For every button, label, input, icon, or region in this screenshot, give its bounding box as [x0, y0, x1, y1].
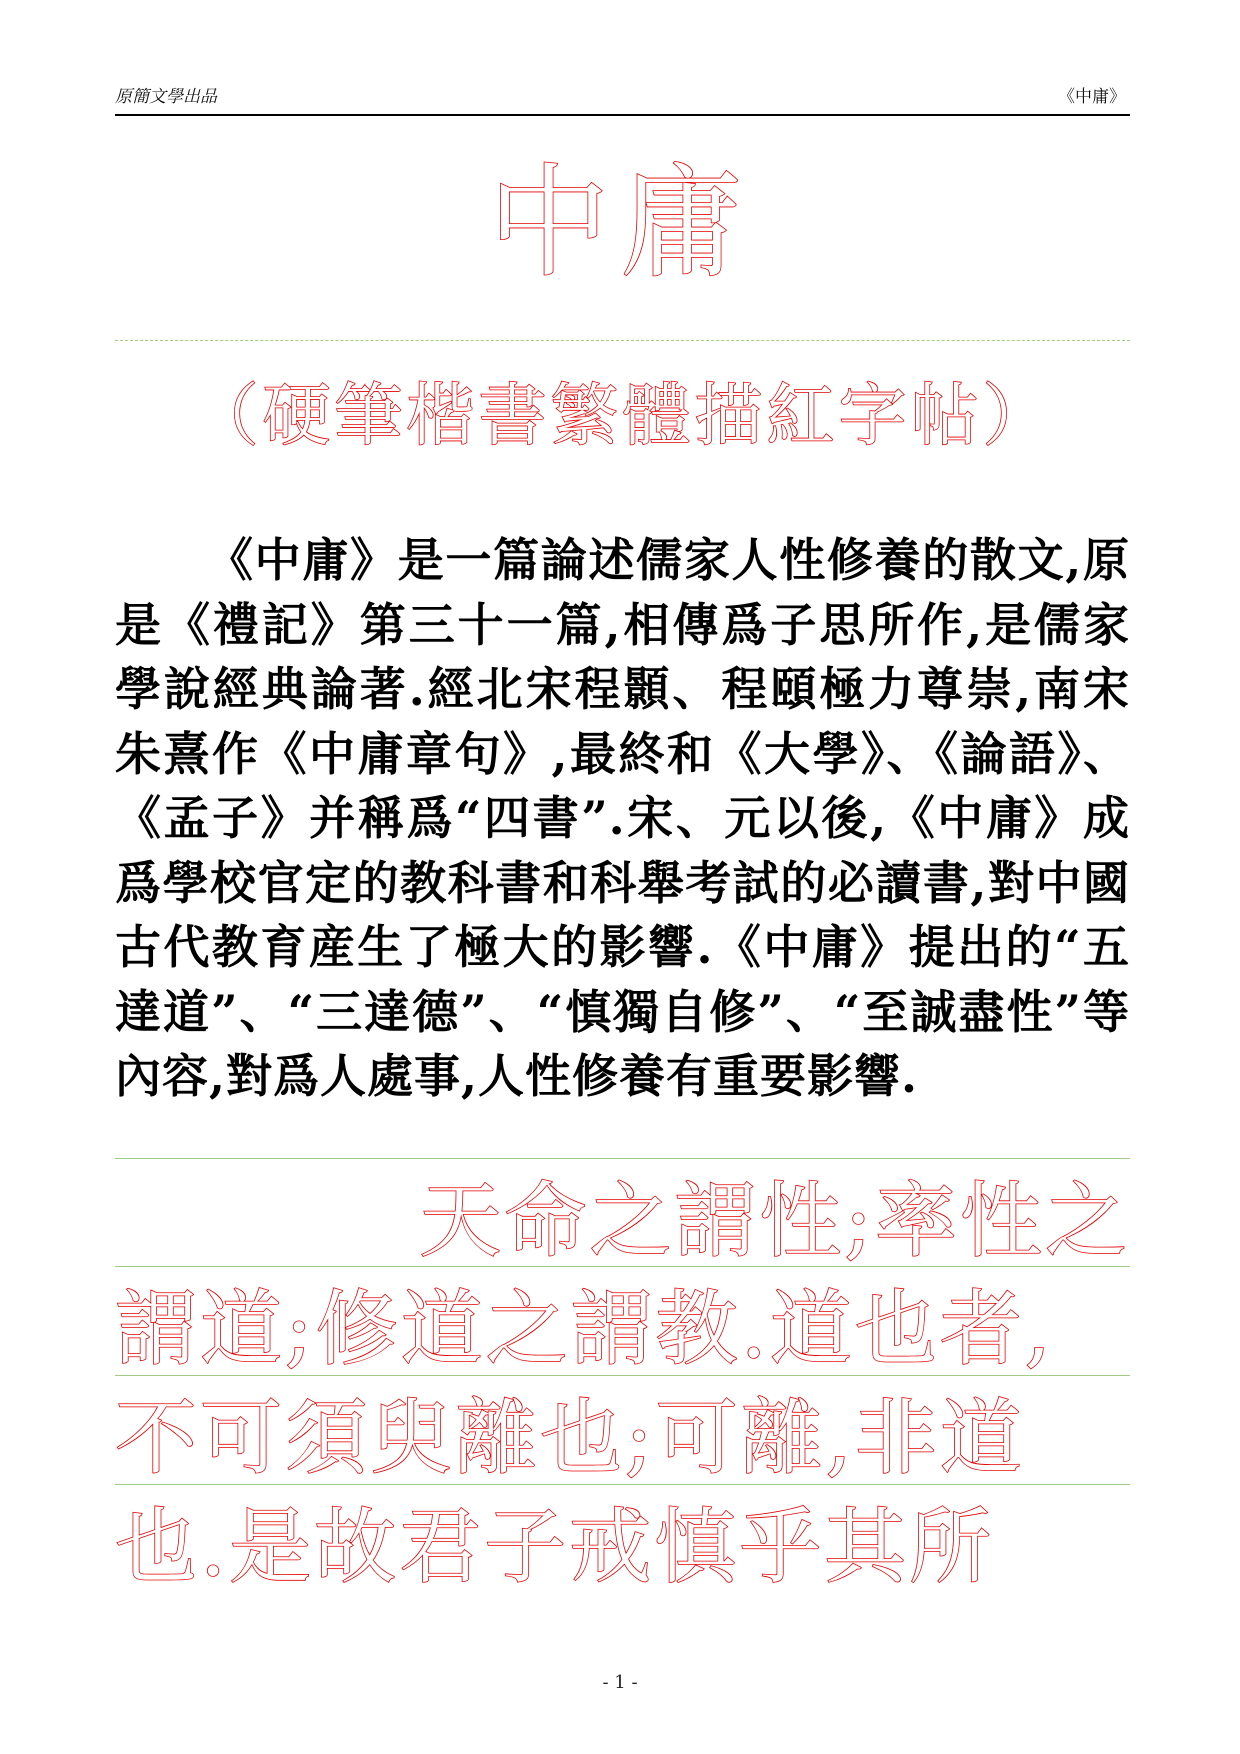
page-header	[115, 78, 1130, 116]
practice-line: 謂道;修道之謂教.道也者,	[115, 1282, 1054, 1377]
practice-line: 也.是故君子戒慎乎其所	[115, 1500, 995, 1595]
page-number: - 1 -	[602, 1672, 638, 1693]
rule-line	[115, 1158, 1130, 1159]
page-subtitle: （硬筆楷書繁體描紅字帖）	[190, 377, 1055, 456]
practice-line: 不可須臾離也;可離,非道	[115, 1391, 1025, 1486]
practice-line: 天命之謂性;率性之	[419, 1174, 1130, 1269]
book-title-label: 《中庸》	[1058, 87, 1126, 107]
page-title: 中庸	[488, 152, 752, 294]
intro-paragraph: 《中庸》是一篇論述儒家人性修養的散文,原是《禮記》第三十一篇,相傳爲子思所作,是儒家學說經典論著.經北宋程顥、程頤極力尊崇,南宋朱熹作《中庸章句》,最終和《大學》、《論語》、《孟子》并稱爲“四書”.宋、元以後,《中庸》成爲學校官定的教科書和科舉考試的必讀書,對中國古代教育産生了極大的影響.《中庸》提出的“五達道”、“三達德”、“慎獨自修”、“至誠盡性”等內容,對爲人處事,人性修養有重要影響.	[115, 533, 1130, 1103]
rule-line	[115, 1484, 1130, 1485]
rule-divider	[115, 340, 1130, 341]
rule-line	[115, 1375, 1130, 1376]
rule-line	[115, 1266, 1130, 1267]
publisher-label: 原簡文學出品	[115, 87, 217, 107]
